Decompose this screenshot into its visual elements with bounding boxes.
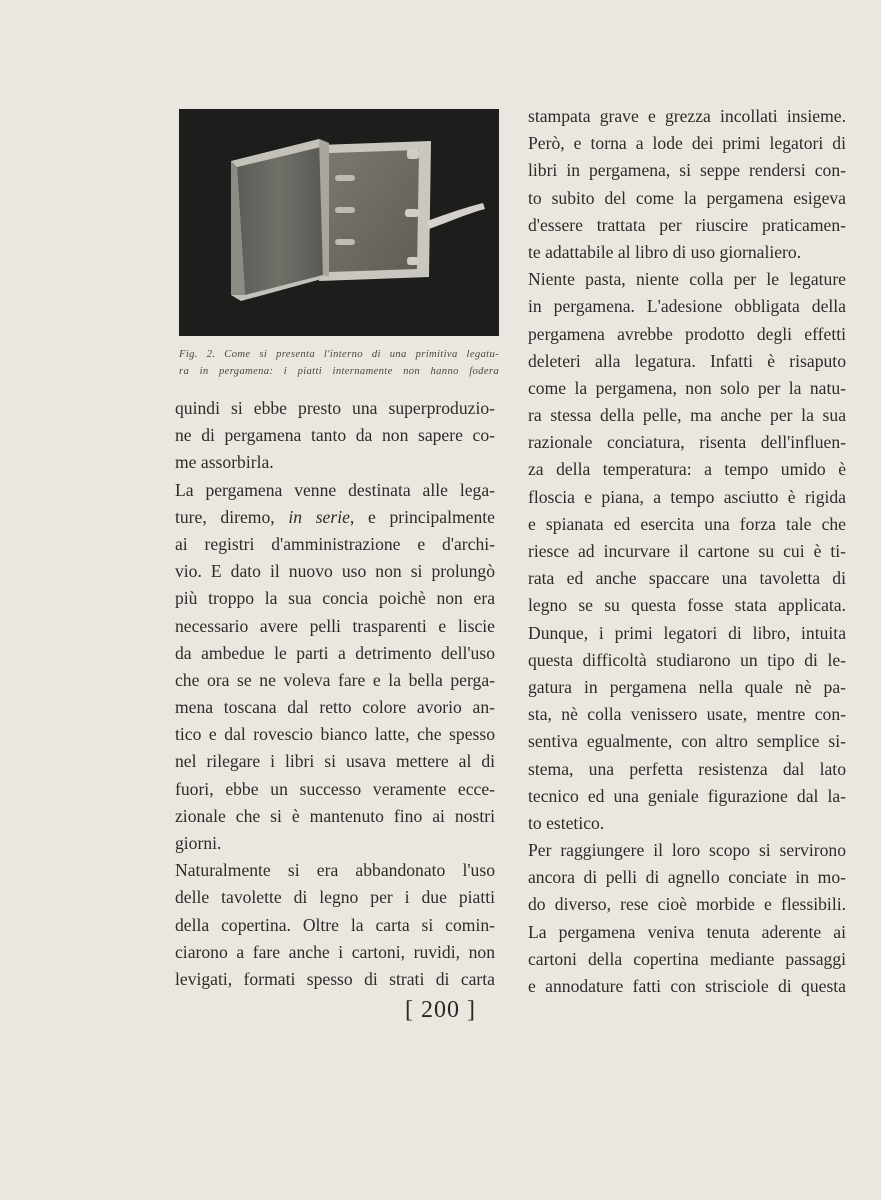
text-line: cartoni della copertina mediante passaggi <box>528 948 846 969</box>
text-line: floscia e piana, a tempo asciutto è rigida <box>528 486 846 507</box>
figure-caption <box>179 346 499 380</box>
text-line: delle tavolette di legno per i due piatti <box>175 887 495 908</box>
text-line: libri in pergamena, si seppe rendersi con- <box>528 160 846 181</box>
text-line: della copertina. Oltre la carta si comin- <box>175 914 495 935</box>
text-line: stema, una perfetta resistenza dal lato <box>528 758 846 779</box>
text-line: sentiva egualmente, con altro semplice si- <box>528 731 846 752</box>
text-line: pergamena avrebbe prodotto degli effetti <box>528 323 846 344</box>
text-line: ra stessa della pelle, ma anche per la sua <box>528 405 846 426</box>
text-line: da ambedue le parti a detrimento dell'uso <box>175 642 495 663</box>
text-line: nel rilegare i libri si usava mettere al di <box>175 751 495 772</box>
text-line: giorni. <box>175 833 222 853</box>
text-line: e spianata ed esercita una forza tale che <box>528 513 846 534</box>
page-number: [ 200 ] <box>405 997 476 1023</box>
text-line: gatura in pergamena nella quale nè pa- <box>528 676 846 697</box>
caption-line: ra in pergamena: i piatti internamente non hanno fodera <box>179 366 499 377</box>
text-line: quindi si ebbe presto una superproduzio- <box>175 398 495 418</box>
open-book-illustration <box>179 109 499 336</box>
text-line: più troppo la sua concia poichè non era <box>175 588 495 609</box>
text-line: fuori, ebbe un successo veramente ecce- <box>175 778 495 799</box>
text-line: do diverso, rese cioè morbide e flessibili. <box>528 894 846 915</box>
text-line: d'essere trattata per riuscire praticamen- <box>528 214 846 235</box>
text-line: to estetico. <box>528 812 605 833</box>
text-line: che ora se ne voleva fare e la bella perga- <box>175 669 495 690</box>
right-text-column <box>528 103 846 1000</box>
text-line: e annodature fatti con strisciole di questa <box>528 976 846 996</box>
text-line: tico e dal rovescio bianco latte, che spesso <box>175 724 495 745</box>
text-line: te adattabile al libro di uso giornaliero. <box>528 241 802 262</box>
text-line: ancora di pelli di agnello conciate in mo- <box>528 867 846 888</box>
text-line: questa difficoltà studiarono un tipo di le- <box>528 649 846 670</box>
text-line: ture, diremo, in serie, e principalmente <box>175 506 495 527</box>
text-line: Niente pasta, niente colla per le legature <box>528 269 846 290</box>
text-line: necessario avere pelli trasparenti e liscie <box>175 615 495 636</box>
text-line: mena toscana dal retto colore avorio an- <box>175 697 495 718</box>
text-line: tecnico ed una geniale figurazione dal la- <box>528 785 846 806</box>
text-line: Per raggiungere il loro scopo si servirono <box>528 840 846 861</box>
text-line: ne di pergamena tanto da non sapere co- <box>175 425 495 446</box>
text-line: ai registri d'amministrazione e d'archi- <box>175 533 495 554</box>
text-line: rata ed anche spaccare una tavoletta di <box>528 568 846 589</box>
text-line: Però, e torna a lode dei primi legatori di <box>528 133 846 154</box>
text-line: Dunque, i primi legatori di libro, intuita <box>528 622 846 643</box>
text-line: levigati, formati spesso di strati di carta <box>175 968 495 989</box>
text-line: Naturalmente si era abbandonato l'uso <box>175 860 495 881</box>
text-line: stampata grave e grezza incollati insieme. <box>528 106 846 126</box>
text-line: deleteri alla legatura. Infatti è risaputo <box>528 350 846 371</box>
caption-line: Fig. 2. Come si presenta l'interno di una primitiva legatu- <box>179 349 499 360</box>
text-line: razionale conciatura, risenta dell'influen- <box>528 432 846 453</box>
text-line: to subito del come la pergamena esigeva <box>528 187 846 208</box>
text-line: come la pergamena, non solo per la natu- <box>528 377 846 398</box>
figure-photo <box>179 109 499 336</box>
text-line: ciarono a fare anche i cartoni, ruvidi, non <box>175 941 495 962</box>
text-line: sta, nè colla venissero usate, mentre con- <box>528 704 846 725</box>
text-line: La pergamena veniva tenuta aderente ai <box>528 921 846 942</box>
text-line: La pergamena venne destinata alle lega- <box>175 479 495 500</box>
text-line: legno se su questa fosse stata applicata. <box>528 595 846 616</box>
text-line: vio. E dato il nuovo uso non si prolungò <box>175 561 495 582</box>
text-line: me assorbirla. <box>175 452 274 473</box>
text-line: in pergamena. L'adesione obbligata della <box>528 296 846 317</box>
left-text-column <box>175 395 495 993</box>
text-line: zionale che si è mantenuto fino ai nostri <box>175 805 495 826</box>
text-line: za della temperatura: a tempo umido è <box>528 459 846 480</box>
text-line: riesce ad incurvare il cartone su cui è ti- <box>528 541 846 561</box>
